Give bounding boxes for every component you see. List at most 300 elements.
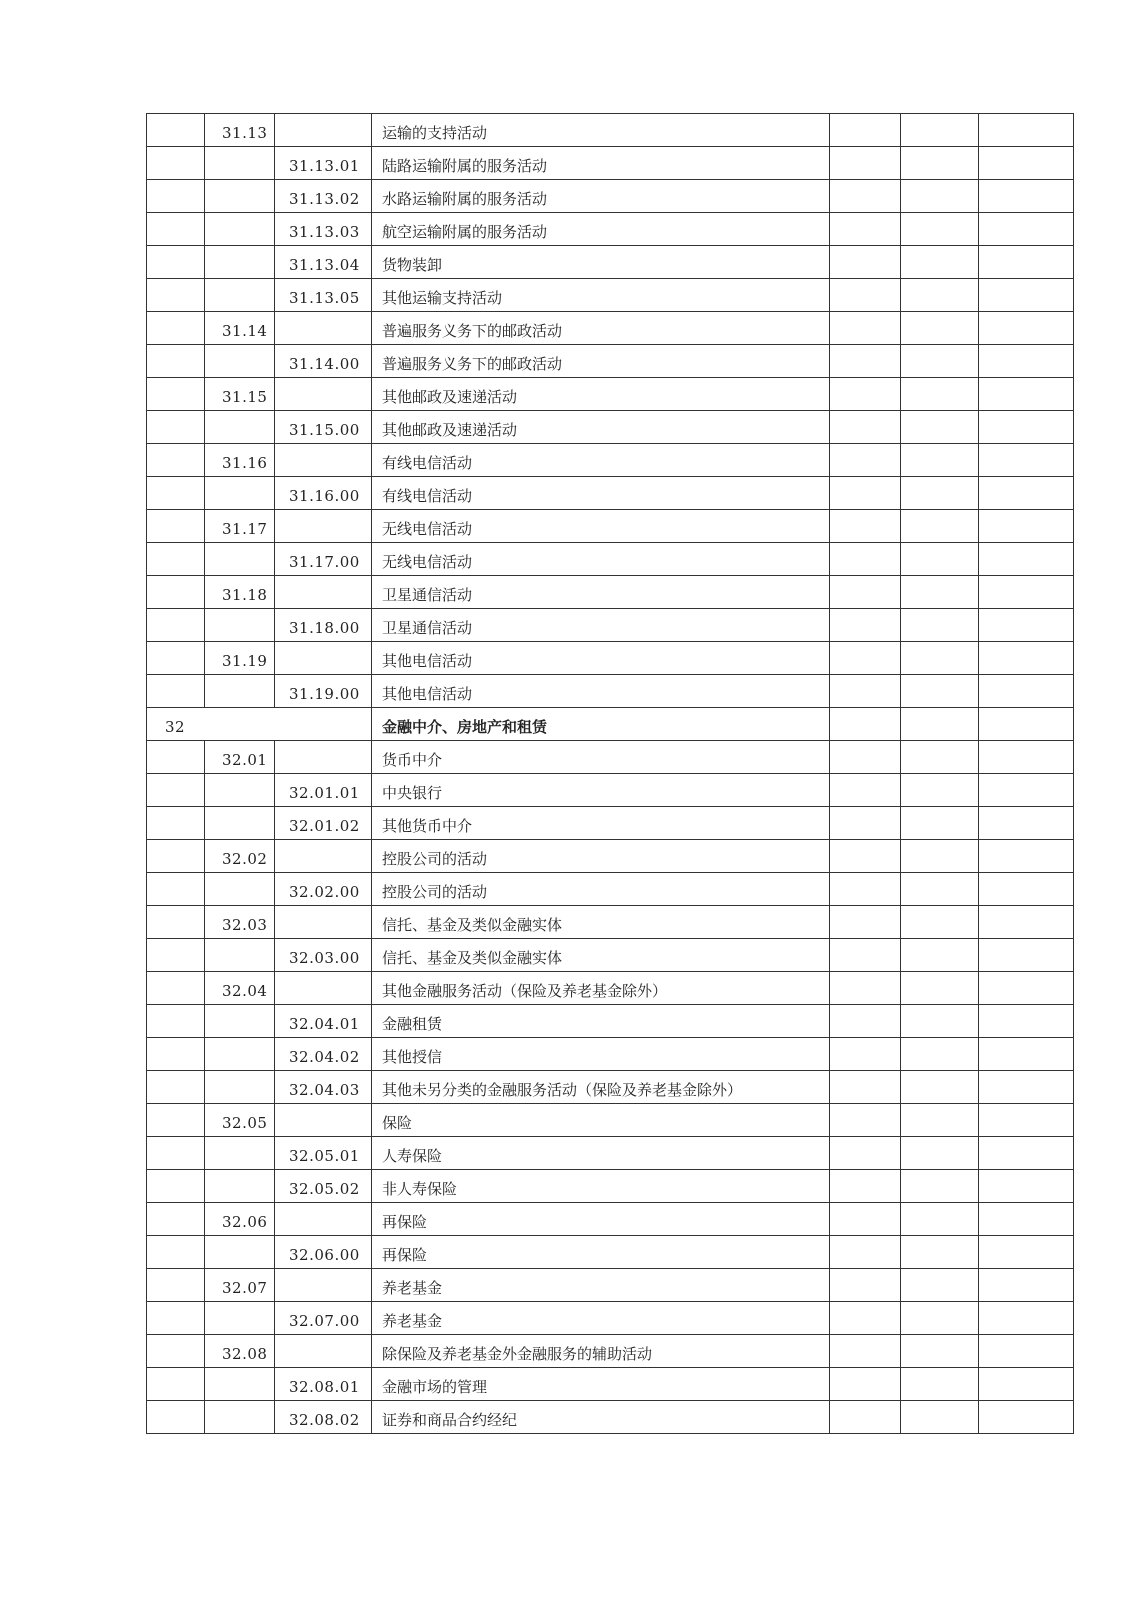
division-code-cell: 31.18 bbox=[205, 576, 275, 609]
class-code-cell: 31.13.05 bbox=[275, 279, 372, 312]
section-code-cell bbox=[147, 1335, 205, 1368]
empty-cell bbox=[979, 180, 1074, 213]
empty-cell bbox=[979, 312, 1074, 345]
division-code-cell: 32.02 bbox=[205, 840, 275, 873]
empty-cell bbox=[901, 477, 979, 510]
table-row bbox=[147, 741, 1074, 774]
empty-cell bbox=[830, 873, 901, 906]
empty-cell bbox=[830, 1401, 901, 1434]
empty-cell bbox=[979, 741, 1074, 774]
empty-cell bbox=[830, 279, 901, 312]
division-code-cell bbox=[205, 708, 275, 741]
division-code-cell: 32.08 bbox=[205, 1335, 275, 1368]
empty-cell bbox=[979, 807, 1074, 840]
empty-cell bbox=[979, 510, 1074, 543]
class-code-cell: 31.13.02 bbox=[275, 180, 372, 213]
section-code-cell bbox=[147, 378, 205, 411]
division-code-cell bbox=[205, 1401, 275, 1434]
empty-cell bbox=[979, 1104, 1074, 1137]
activity-name-cell: 其他金融服务活动（保险及养老基金除外） bbox=[372, 972, 830, 1005]
empty-cell bbox=[830, 1038, 901, 1071]
activity-name-cell: 航空运输附属的服务活动 bbox=[372, 213, 830, 246]
empty-cell bbox=[830, 1302, 901, 1335]
section-code-cell bbox=[147, 444, 205, 477]
activity-name-cell: 金融市场的管理 bbox=[372, 1368, 830, 1401]
table-row bbox=[147, 1236, 1074, 1269]
division-code-cell bbox=[205, 1071, 275, 1104]
empty-cell bbox=[979, 642, 1074, 675]
section-code-cell bbox=[147, 774, 205, 807]
section-code-cell bbox=[147, 807, 205, 840]
class-code-cell: 32.05.01 bbox=[275, 1137, 372, 1170]
activity-name-cell: 水路运输附属的服务活动 bbox=[372, 180, 830, 213]
class-code-cell: 31.13.03 bbox=[275, 213, 372, 246]
division-code-cell bbox=[205, 774, 275, 807]
empty-cell bbox=[830, 576, 901, 609]
activity-name-cell: 其他邮政及速递活动 bbox=[372, 378, 830, 411]
section-code-cell: 32 bbox=[147, 708, 205, 741]
table-row bbox=[147, 147, 1074, 180]
empty-cell bbox=[979, 1038, 1074, 1071]
empty-cell bbox=[901, 1401, 979, 1434]
division-code-cell bbox=[205, 1038, 275, 1071]
empty-cell bbox=[901, 675, 979, 708]
activity-name-cell: 普遍服务义务下的邮政活动 bbox=[372, 312, 830, 345]
empty-cell bbox=[979, 1368, 1074, 1401]
section-code-cell bbox=[147, 609, 205, 642]
empty-cell bbox=[901, 114, 979, 147]
activity-name-cell: 再保险 bbox=[372, 1236, 830, 1269]
table-row bbox=[147, 1038, 1074, 1071]
table-row bbox=[147, 1302, 1074, 1335]
activity-name-cell: 其他电信活动 bbox=[372, 675, 830, 708]
empty-cell bbox=[901, 411, 979, 444]
empty-cell bbox=[979, 411, 1074, 444]
empty-cell bbox=[830, 642, 901, 675]
section-code-cell bbox=[147, 147, 205, 180]
activity-name-cell: 货物装卸 bbox=[372, 246, 830, 279]
empty-cell bbox=[979, 279, 1074, 312]
empty-cell bbox=[830, 213, 901, 246]
class-code-cell: 32.04.03 bbox=[275, 1071, 372, 1104]
empty-cell bbox=[901, 444, 979, 477]
empty-cell bbox=[979, 1170, 1074, 1203]
empty-cell bbox=[901, 345, 979, 378]
empty-cell bbox=[901, 873, 979, 906]
class-code-cell bbox=[275, 741, 372, 774]
division-code-cell bbox=[205, 543, 275, 576]
division-code-cell: 31.19 bbox=[205, 642, 275, 675]
section-code-cell bbox=[147, 1302, 205, 1335]
empty-cell bbox=[830, 1203, 901, 1236]
section-code-cell bbox=[147, 1005, 205, 1038]
class-code-cell bbox=[275, 840, 372, 873]
empty-cell bbox=[901, 939, 979, 972]
table-row bbox=[147, 510, 1074, 543]
table-row bbox=[147, 675, 1074, 708]
division-code-cell bbox=[205, 1368, 275, 1401]
table-row bbox=[147, 708, 1074, 741]
empty-cell bbox=[979, 840, 1074, 873]
empty-cell bbox=[901, 774, 979, 807]
table-row bbox=[147, 114, 1074, 147]
empty-cell bbox=[830, 180, 901, 213]
class-code-cell bbox=[275, 972, 372, 1005]
section-code-cell bbox=[147, 279, 205, 312]
class-code-cell: 32.01.02 bbox=[275, 807, 372, 840]
section-code-cell bbox=[147, 675, 205, 708]
table-row bbox=[147, 774, 1074, 807]
empty-cell bbox=[979, 906, 1074, 939]
empty-cell bbox=[830, 246, 901, 279]
activity-name-cell: 普遍服务义务下的邮政活动 bbox=[372, 345, 830, 378]
division-code-cell bbox=[205, 873, 275, 906]
division-code-cell bbox=[205, 939, 275, 972]
table-row bbox=[147, 1335, 1074, 1368]
table-row bbox=[147, 1170, 1074, 1203]
empty-cell bbox=[979, 708, 1074, 741]
division-code-cell bbox=[205, 1170, 275, 1203]
class-code-cell: 32.02.00 bbox=[275, 873, 372, 906]
section-code-cell bbox=[147, 1368, 205, 1401]
class-code-cell: 31.18.00 bbox=[275, 609, 372, 642]
section-code-cell bbox=[147, 840, 205, 873]
section-code-cell bbox=[147, 972, 205, 1005]
activity-name-cell: 除保险及养老基金外金融服务的辅助活动 bbox=[372, 1335, 830, 1368]
section-code-cell bbox=[147, 180, 205, 213]
empty-cell bbox=[830, 345, 901, 378]
empty-cell bbox=[979, 1401, 1074, 1434]
empty-cell bbox=[979, 1005, 1074, 1038]
section-code-cell bbox=[147, 642, 205, 675]
activity-name-cell: 金融租赁 bbox=[372, 1005, 830, 1038]
empty-cell bbox=[901, 246, 979, 279]
empty-cell bbox=[901, 741, 979, 774]
empty-cell bbox=[979, 246, 1074, 279]
empty-cell bbox=[830, 147, 901, 180]
division-code-cell bbox=[205, 609, 275, 642]
empty-cell bbox=[901, 576, 979, 609]
empty-cell bbox=[901, 1170, 979, 1203]
empty-cell bbox=[901, 543, 979, 576]
table-row bbox=[147, 312, 1074, 345]
empty-cell bbox=[979, 939, 1074, 972]
class-code-cell: 31.16.00 bbox=[275, 477, 372, 510]
empty-cell bbox=[830, 1005, 901, 1038]
activity-name-cell: 有线电信活动 bbox=[372, 477, 830, 510]
section-code-cell bbox=[147, 1137, 205, 1170]
empty-cell bbox=[979, 378, 1074, 411]
activity-name-cell: 再保险 bbox=[372, 1203, 830, 1236]
division-code-cell: 31.15 bbox=[205, 378, 275, 411]
table-row bbox=[147, 246, 1074, 279]
empty-cell bbox=[830, 939, 901, 972]
class-code-cell bbox=[275, 708, 372, 741]
division-code-cell: 32.01 bbox=[205, 741, 275, 774]
empty-cell bbox=[830, 807, 901, 840]
classification-table bbox=[146, 113, 1074, 1434]
empty-cell bbox=[830, 1137, 901, 1170]
empty-cell bbox=[901, 147, 979, 180]
table-row bbox=[147, 378, 1074, 411]
section-code-cell bbox=[147, 1170, 205, 1203]
division-code-cell bbox=[205, 411, 275, 444]
activity-name-cell: 无线电信活动 bbox=[372, 510, 830, 543]
empty-cell bbox=[830, 1236, 901, 1269]
section-code-cell bbox=[147, 114, 205, 147]
empty-cell bbox=[830, 1368, 901, 1401]
division-code-cell: 31.16 bbox=[205, 444, 275, 477]
section-code-cell bbox=[147, 1236, 205, 1269]
class-code-cell bbox=[275, 114, 372, 147]
class-code-cell: 32.07.00 bbox=[275, 1302, 372, 1335]
table-row bbox=[147, 642, 1074, 675]
empty-cell bbox=[979, 1137, 1074, 1170]
class-code-cell: 31.13.01 bbox=[275, 147, 372, 180]
activity-name-cell: 有线电信活动 bbox=[372, 444, 830, 477]
empty-cell bbox=[830, 1170, 901, 1203]
class-code-cell bbox=[275, 444, 372, 477]
class-code-cell bbox=[275, 1335, 372, 1368]
empty-cell bbox=[830, 543, 901, 576]
division-code-cell bbox=[205, 279, 275, 312]
class-code-cell: 32.03.00 bbox=[275, 939, 372, 972]
empty-cell bbox=[830, 312, 901, 345]
empty-cell bbox=[901, 1302, 979, 1335]
section-code-cell bbox=[147, 1071, 205, 1104]
empty-cell bbox=[901, 510, 979, 543]
table-row bbox=[147, 873, 1074, 906]
empty-cell bbox=[830, 1335, 901, 1368]
activity-name-cell: 信托、基金及类似金融实体 bbox=[372, 906, 830, 939]
table-row bbox=[147, 807, 1074, 840]
empty-cell bbox=[979, 1236, 1074, 1269]
table-row bbox=[147, 444, 1074, 477]
activity-name-cell: 金融中介、房地产和租赁 bbox=[372, 708, 830, 741]
division-code-cell: 32.04 bbox=[205, 972, 275, 1005]
section-code-cell bbox=[147, 1203, 205, 1236]
empty-cell bbox=[901, 642, 979, 675]
division-code-cell bbox=[205, 213, 275, 246]
empty-cell bbox=[830, 972, 901, 1005]
activity-name-cell: 中央银行 bbox=[372, 774, 830, 807]
division-code-cell bbox=[205, 180, 275, 213]
division-code-cell bbox=[205, 1236, 275, 1269]
section-code-cell bbox=[147, 345, 205, 378]
class-code-cell bbox=[275, 642, 372, 675]
section-code-cell bbox=[147, 741, 205, 774]
section-code-cell bbox=[147, 213, 205, 246]
empty-cell bbox=[979, 444, 1074, 477]
table-row bbox=[147, 1104, 1074, 1137]
section-code-cell bbox=[147, 246, 205, 279]
empty-cell bbox=[901, 378, 979, 411]
empty-cell bbox=[901, 1071, 979, 1104]
activity-name-cell: 保险 bbox=[372, 1104, 830, 1137]
empty-cell bbox=[830, 609, 901, 642]
section-code-cell bbox=[147, 312, 205, 345]
table-row bbox=[147, 576, 1074, 609]
empty-cell bbox=[901, 840, 979, 873]
empty-cell bbox=[901, 1203, 979, 1236]
division-code-cell: 32.05 bbox=[205, 1104, 275, 1137]
activity-name-cell: 其他电信活动 bbox=[372, 642, 830, 675]
empty-cell bbox=[830, 840, 901, 873]
empty-cell bbox=[901, 1335, 979, 1368]
section-code-cell bbox=[147, 873, 205, 906]
division-code-cell bbox=[205, 1302, 275, 1335]
empty-cell bbox=[830, 378, 901, 411]
table-row bbox=[147, 213, 1074, 246]
class-code-cell bbox=[275, 576, 372, 609]
activity-name-cell: 无线电信活动 bbox=[372, 543, 830, 576]
table-row bbox=[147, 1071, 1074, 1104]
empty-cell bbox=[901, 1236, 979, 1269]
empty-cell bbox=[979, 675, 1074, 708]
section-code-cell bbox=[147, 1401, 205, 1434]
section-code-cell bbox=[147, 1104, 205, 1137]
empty-cell bbox=[901, 312, 979, 345]
empty-cell bbox=[979, 114, 1074, 147]
class-code-cell: 32.05.02 bbox=[275, 1170, 372, 1203]
empty-cell bbox=[901, 1269, 979, 1302]
activity-name-cell: 养老基金 bbox=[372, 1302, 830, 1335]
empty-cell bbox=[979, 147, 1074, 180]
class-code-cell bbox=[275, 1269, 372, 1302]
table-row bbox=[147, 1005, 1074, 1038]
class-code-cell: 31.13.04 bbox=[275, 246, 372, 279]
activity-name-cell: 证券和商品合约经纪 bbox=[372, 1401, 830, 1434]
section-code-cell bbox=[147, 510, 205, 543]
empty-cell bbox=[979, 1203, 1074, 1236]
table-row bbox=[147, 279, 1074, 312]
empty-cell bbox=[901, 1137, 979, 1170]
class-code-cell: 32.04.02 bbox=[275, 1038, 372, 1071]
empty-cell bbox=[901, 972, 979, 1005]
class-code-cell: 31.15.00 bbox=[275, 411, 372, 444]
empty-cell bbox=[830, 444, 901, 477]
table-row bbox=[147, 939, 1074, 972]
class-code-cell: 32.01.01 bbox=[275, 774, 372, 807]
section-code-cell bbox=[147, 939, 205, 972]
activity-name-cell: 运输的支持活动 bbox=[372, 114, 830, 147]
section-code-cell bbox=[147, 576, 205, 609]
empty-cell bbox=[830, 1104, 901, 1137]
division-code-cell: 31.17 bbox=[205, 510, 275, 543]
activity-name-cell: 卫星通信活动 bbox=[372, 609, 830, 642]
division-code-cell bbox=[205, 246, 275, 279]
section-code-cell bbox=[147, 543, 205, 576]
class-code-cell: 31.19.00 bbox=[275, 675, 372, 708]
empty-cell bbox=[830, 1269, 901, 1302]
class-code-cell bbox=[275, 378, 372, 411]
empty-cell bbox=[979, 1269, 1074, 1302]
section-code-cell bbox=[147, 906, 205, 939]
class-code-cell: 32.06.00 bbox=[275, 1236, 372, 1269]
class-code-cell bbox=[275, 1104, 372, 1137]
activity-name-cell: 卫星通信活动 bbox=[372, 576, 830, 609]
empty-cell bbox=[901, 1005, 979, 1038]
empty-cell bbox=[830, 906, 901, 939]
division-code-cell: 31.14 bbox=[205, 312, 275, 345]
empty-cell bbox=[901, 1038, 979, 1071]
activity-name-cell: 非人寿保险 bbox=[372, 1170, 830, 1203]
table-row bbox=[147, 972, 1074, 1005]
activity-name-cell: 其他授信 bbox=[372, 1038, 830, 1071]
empty-cell bbox=[830, 708, 901, 741]
empty-cell bbox=[830, 510, 901, 543]
empty-cell bbox=[830, 774, 901, 807]
activity-name-cell: 陆路运输附属的服务活动 bbox=[372, 147, 830, 180]
division-code-cell bbox=[205, 675, 275, 708]
table-row bbox=[147, 609, 1074, 642]
table-row bbox=[147, 477, 1074, 510]
empty-cell bbox=[979, 1302, 1074, 1335]
activity-name-cell: 控股公司的活动 bbox=[372, 840, 830, 873]
division-code-cell bbox=[205, 147, 275, 180]
activity-name-cell: 其他运输支持活动 bbox=[372, 279, 830, 312]
empty-cell bbox=[979, 345, 1074, 378]
empty-cell bbox=[979, 543, 1074, 576]
empty-cell bbox=[979, 1335, 1074, 1368]
empty-cell bbox=[830, 675, 901, 708]
class-code-cell: 31.14.00 bbox=[275, 345, 372, 378]
division-code-cell: 32.06 bbox=[205, 1203, 275, 1236]
class-code-cell: 31.17.00 bbox=[275, 543, 372, 576]
empty-cell bbox=[830, 741, 901, 774]
class-code-cell bbox=[275, 906, 372, 939]
empty-cell bbox=[979, 576, 1074, 609]
activity-name-cell: 人寿保险 bbox=[372, 1137, 830, 1170]
division-code-cell bbox=[205, 1137, 275, 1170]
empty-cell bbox=[979, 873, 1074, 906]
empty-cell bbox=[901, 180, 979, 213]
section-code-cell bbox=[147, 1038, 205, 1071]
class-code-cell: 32.04.01 bbox=[275, 1005, 372, 1038]
table-row bbox=[147, 1401, 1074, 1434]
division-code-cell: 32.03 bbox=[205, 906, 275, 939]
empty-cell bbox=[901, 1104, 979, 1137]
division-code-cell: 31.13 bbox=[205, 114, 275, 147]
activity-name-cell: 信托、基金及类似金融实体 bbox=[372, 939, 830, 972]
division-code-cell bbox=[205, 1005, 275, 1038]
empty-cell bbox=[830, 114, 901, 147]
activity-name-cell: 其他邮政及速递活动 bbox=[372, 411, 830, 444]
division-code-cell bbox=[205, 807, 275, 840]
table-row bbox=[147, 840, 1074, 873]
division-code-cell bbox=[205, 345, 275, 378]
table-row bbox=[147, 180, 1074, 213]
empty-cell bbox=[830, 477, 901, 510]
activity-name-cell: 其他未另分类的金融服务活动（保险及养老基金除外） bbox=[372, 1071, 830, 1104]
table-body bbox=[147, 114, 1074, 1434]
activity-name-cell: 控股公司的活动 bbox=[372, 873, 830, 906]
activity-name-cell: 养老基金 bbox=[372, 1269, 830, 1302]
empty-cell bbox=[979, 609, 1074, 642]
section-code-cell bbox=[147, 477, 205, 510]
empty-cell bbox=[979, 774, 1074, 807]
class-code-cell bbox=[275, 312, 372, 345]
empty-cell bbox=[979, 477, 1074, 510]
table-row bbox=[147, 345, 1074, 378]
section-code-cell bbox=[147, 1269, 205, 1302]
table-row bbox=[147, 906, 1074, 939]
class-code-cell: 32.08.02 bbox=[275, 1401, 372, 1434]
empty-cell bbox=[979, 1071, 1074, 1104]
section-code-cell bbox=[147, 411, 205, 444]
activity-name-cell: 其他货币中介 bbox=[372, 807, 830, 840]
empty-cell bbox=[901, 213, 979, 246]
